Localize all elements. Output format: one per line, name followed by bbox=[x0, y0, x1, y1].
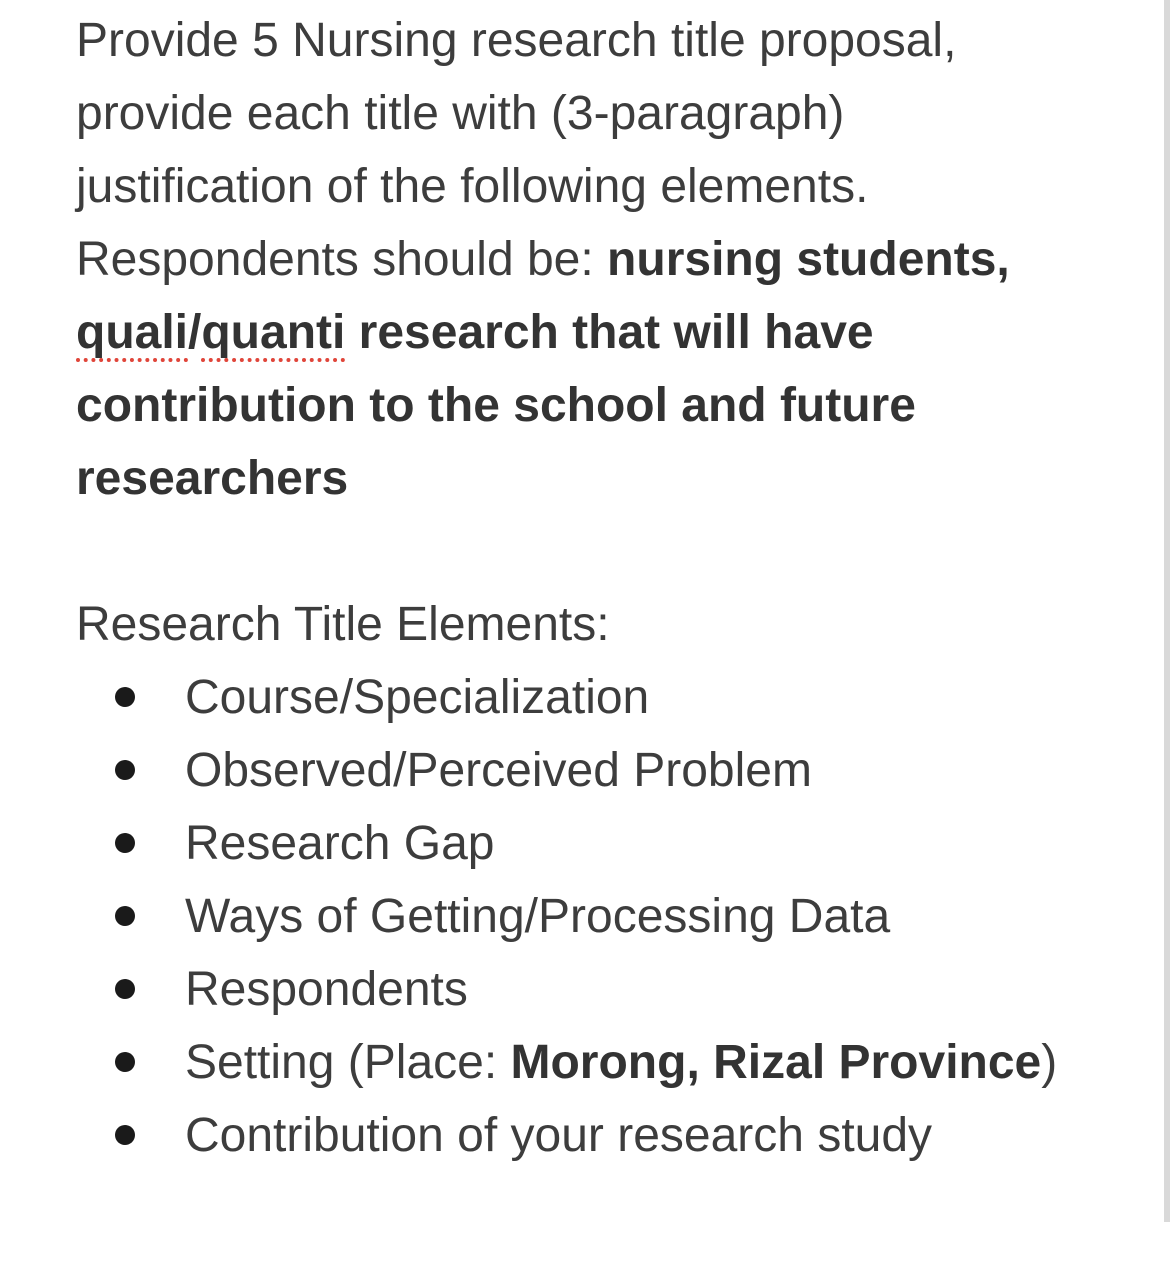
intro-line-5-bold: research that will have bbox=[345, 306, 874, 359]
intro-line-6-bold: contribution to the school and future bbox=[76, 379, 916, 432]
blank-line bbox=[76, 515, 1076, 588]
list-item bbox=[76, 734, 1065, 807]
list-item-text-suffix: ) bbox=[1041, 1036, 1058, 1089]
slash-text: / bbox=[188, 306, 202, 359]
setting-place-bold: Morong, Rizal Province bbox=[510, 1036, 1042, 1089]
bullet-icon bbox=[115, 833, 135, 853]
elements-heading: Research Title Elements: bbox=[76, 598, 610, 651]
scrollbar[interactable] bbox=[1164, 0, 1170, 1222]
note-body[interactable] bbox=[76, 4, 1076, 1172]
intro-line-3: justification of the following elements. bbox=[76, 160, 869, 213]
intro-line-2: provide each title with (3-paragraph) bbox=[76, 87, 845, 140]
intro-line-4-plain: Respondents should be: bbox=[76, 233, 608, 286]
list-item-text: Ways of Getting/Processing Data bbox=[185, 890, 891, 943]
list-item bbox=[76, 1099, 1065, 1172]
list-item bbox=[76, 807, 1065, 880]
bullet-icon bbox=[115, 687, 135, 707]
list-item-text: Observed/Perceived Problem bbox=[185, 744, 812, 797]
misspelled-word-quanti[interactable]: quanti bbox=[201, 306, 346, 359]
list-item-text: Research Gap bbox=[185, 817, 495, 870]
intro-line-4-bold: nursing students, bbox=[607, 233, 1010, 286]
list-item bbox=[76, 661, 1065, 734]
intro-line-1: Provide 5 Nursing research title proposal, bbox=[76, 14, 957, 67]
list-item bbox=[76, 1026, 1065, 1099]
bullet-icon bbox=[115, 979, 135, 999]
list-item-text: Contribution of your research study bbox=[185, 1109, 933, 1162]
intro-line-7-bold: researchers bbox=[76, 452, 349, 505]
list-item-text-prefix: Setting (Place: bbox=[185, 1036, 511, 1089]
list-item-text: Respondents bbox=[185, 963, 468, 1016]
bullet-icon bbox=[115, 760, 135, 780]
intro-paragraph bbox=[76, 4, 1076, 515]
bullet-icon bbox=[115, 906, 135, 926]
bullet-icon bbox=[115, 1125, 135, 1145]
bullet-icon bbox=[115, 1052, 135, 1072]
misspelled-word-quali[interactable]: quali bbox=[76, 306, 189, 359]
list-item bbox=[76, 880, 1065, 953]
list-item bbox=[76, 953, 1065, 1026]
elements-list bbox=[76, 661, 1076, 1172]
list-item-text: Course/Specialization bbox=[185, 671, 650, 724]
